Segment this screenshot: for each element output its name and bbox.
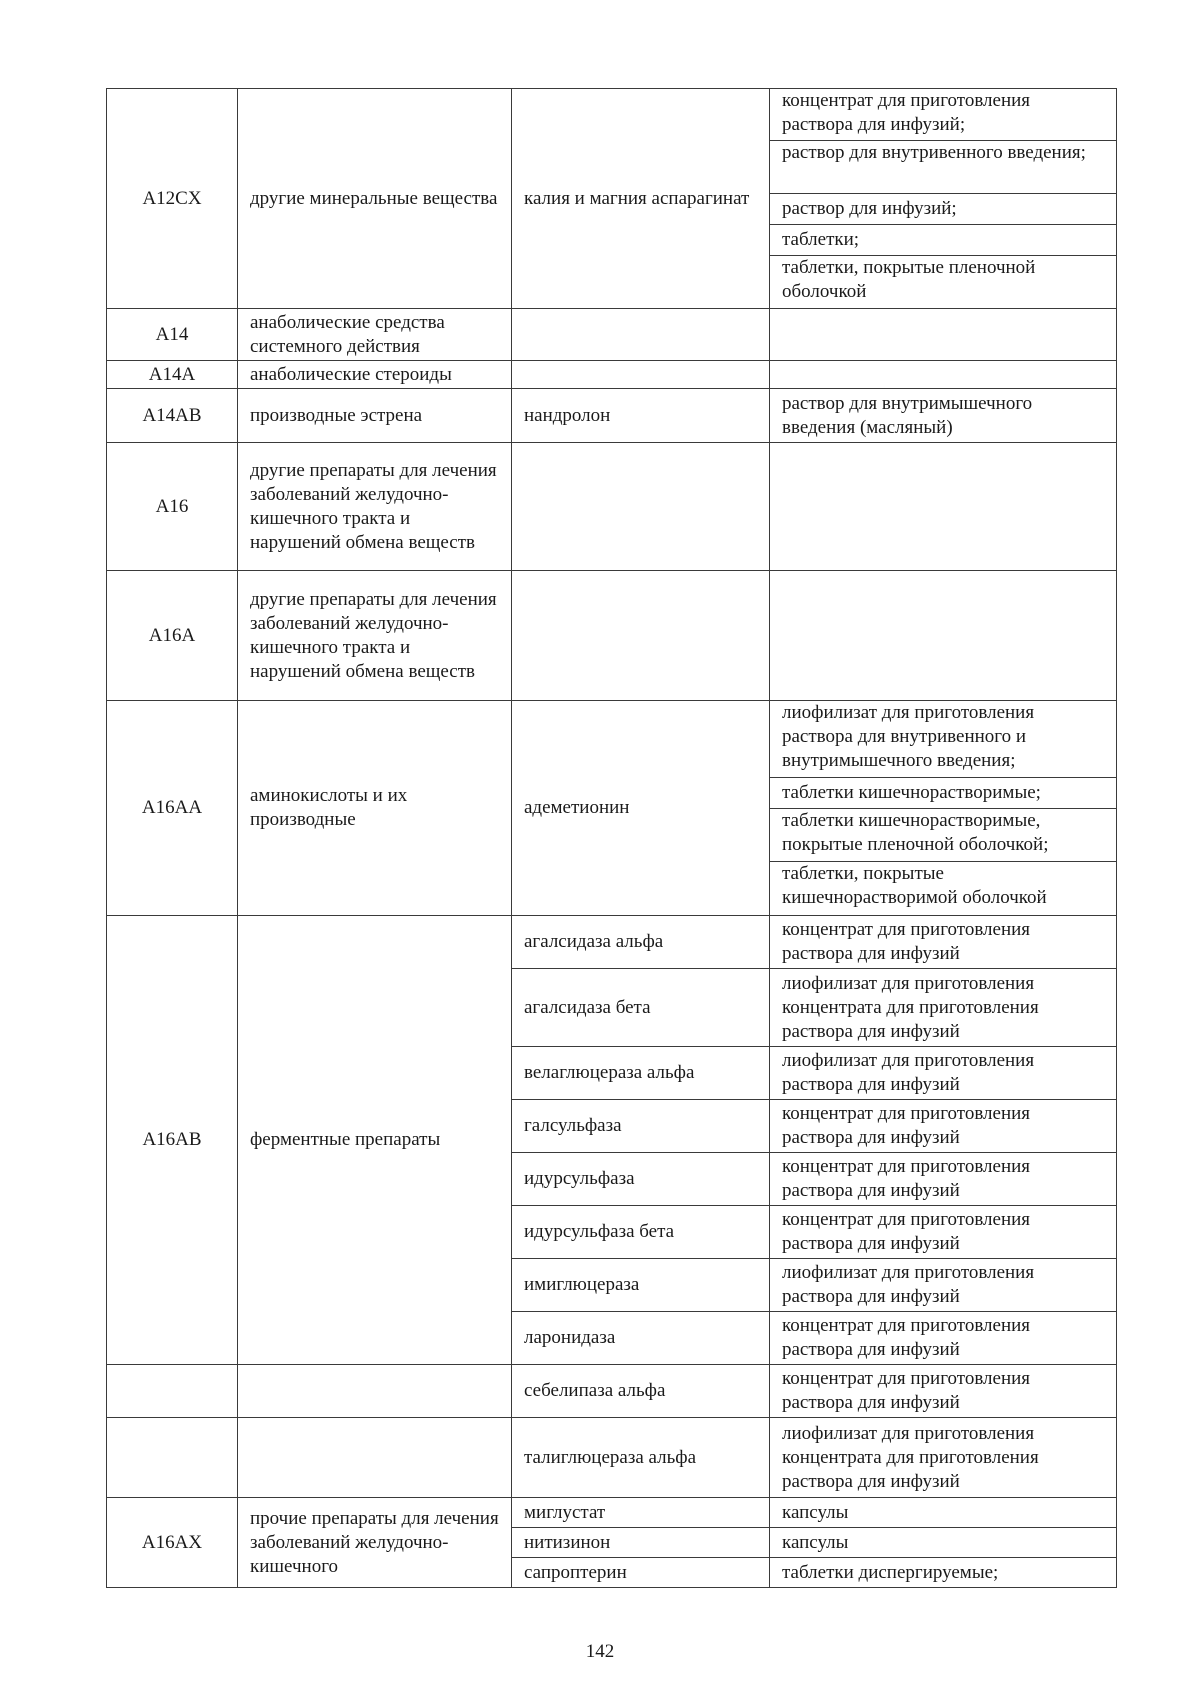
drug-name: идурсульфаза: [512, 1153, 770, 1206]
table-row-a14ab: [107, 389, 1117, 443]
page-number: 142: [585, 1641, 615, 1662]
dosage-form: лиофилизат для приготовления раствора для инфузий: [770, 1047, 1117, 1100]
atc-code: A14A: [107, 361, 238, 389]
dosage-form: раствор для инфузий;: [770, 194, 1116, 225]
drug-name: сапроптерин: [512, 1558, 770, 1588]
atc-code: [107, 1418, 238, 1498]
dosage-form: капсулы: [770, 1498, 1117, 1528]
dosage-form: лиофилизат для приготовления раствора для внутривенного и внутримышечного введения;: [770, 701, 1116, 778]
table-row-a14: [107, 309, 1117, 361]
dosage-forms: [770, 443, 1117, 571]
dosage-form: лиофилизат для приготовления концентрата для приготовления раствора для инфузий: [770, 969, 1117, 1047]
drug-name: агалсидаза альфа: [512, 916, 770, 969]
drug-name: [512, 443, 770, 571]
dosage-form: раствор для внутривенного введения;: [770, 141, 1116, 194]
dosage-form: капсулы: [770, 1528, 1117, 1558]
drug-name: идурсульфаза бета: [512, 1206, 770, 1259]
drug-name: ларонидаза: [512, 1312, 770, 1365]
table-row-a16ab: [107, 916, 1117, 969]
atc-code: A16AB: [107, 916, 238, 1365]
atc-code: A12CX: [107, 89, 238, 309]
drug-name: [512, 309, 770, 361]
table-row-a16a: [107, 571, 1117, 701]
group-name: другие препараты для лечения заболеваний желудочно-кишечного тракта и нарушений обмена веществ: [238, 443, 512, 571]
atc-code: [107, 1365, 238, 1418]
table-row-taliglucerase: [107, 1418, 1117, 1498]
group-name: [238, 1418, 512, 1498]
dosage-forms: [770, 571, 1117, 701]
dosage-form: концентрат для приготовления раствора для инфузий: [770, 1312, 1117, 1365]
group-name: аминокислоты и их производные: [238, 701, 512, 916]
table-row-sebelipase: [107, 1365, 1117, 1418]
table-row-a14a: [107, 361, 1117, 389]
dosage-form: таблетки;: [770, 225, 1116, 256]
dosage-forms: [770, 701, 1117, 916]
group-name: другие препараты для лечения заболеваний желудочно-кишечного тракта и нарушений обмена веществ: [238, 571, 512, 701]
atc-code: A16A: [107, 571, 238, 701]
atc-code: A14AB: [107, 389, 238, 443]
atc-code: A16: [107, 443, 238, 571]
group-name: [238, 1365, 512, 1418]
group-name: ферментные препараты: [238, 916, 512, 1365]
drug-name: миглустат: [512, 1498, 770, 1528]
dosage-form: лиофилизат для приготовления раствора для инфузий: [770, 1259, 1117, 1312]
drug-name: [512, 571, 770, 701]
group-name: другие минеральные вещества: [238, 89, 512, 309]
table-row-a12cx: [107, 89, 1117, 309]
atc-code: A16AA: [107, 701, 238, 916]
atc-code: A14: [107, 309, 238, 361]
dosage-form: концентрат для приготовления раствора для инфузий: [770, 1100, 1117, 1153]
drug-name: талиглюцераза альфа: [512, 1418, 770, 1498]
drug-name: нитизинон: [512, 1528, 770, 1558]
drug-table: [106, 88, 1117, 1588]
table-row-a16: [107, 443, 1117, 571]
group-name: прочие препараты для лечения заболеваний желудочно-кишечного: [238, 1498, 512, 1588]
dosage-form: концентрат для приготовления раствора для инфузий;: [770, 89, 1116, 141]
group-name: анаболические стероиды: [238, 361, 512, 389]
dosage-form: концентрат для приготовления раствора для инфузий: [770, 916, 1117, 969]
dosage-form: таблетки диспергируемые;: [770, 1558, 1117, 1588]
dosage-form: концентрат для приготовления раствора для инфузий: [770, 1153, 1117, 1206]
drug-name: себелипаза альфа: [512, 1365, 770, 1418]
atc-code: A16AX: [107, 1498, 238, 1588]
dosage-form: концентрат для приготовления раствора для инфузий: [770, 1206, 1117, 1259]
dosage-forms: [770, 309, 1117, 361]
dosage-form: таблетки, покрытые пленочной оболочкой: [782, 257, 1036, 302]
drug-name: велаглюцераза альфа: [512, 1047, 770, 1100]
drug-name: имиглюцераза: [512, 1259, 770, 1312]
drug-name: нандролон: [512, 389, 770, 443]
dosage-form: концентрат для приготовления раствора для инфузий: [770, 1365, 1117, 1418]
drug-name: адеметионин: [512, 701, 770, 916]
dosage-forms: [770, 361, 1117, 389]
drug-name: агалсидаза бета: [512, 969, 770, 1047]
dosage-form: таблетки, покрытые кишечнорастворимой оболочкой: [782, 863, 1047, 908]
dosage-form: таблетки кишечнорастворимые;: [770, 778, 1116, 809]
dosage-forms: [770, 89, 1117, 309]
drug-name: [512, 361, 770, 389]
drug-name: калия и магния аспарагинат: [512, 89, 770, 309]
group-name: производные эстрена: [238, 389, 512, 443]
dosage-form: раствор для внутримышечного введения (масляный): [770, 389, 1117, 443]
table-row-a16aa: [107, 701, 1117, 916]
dosage-form: таблетки кишечнорастворимые, покрытые пленочной оболочкой;: [770, 809, 1116, 862]
drug-name: галсульфаза: [512, 1100, 770, 1153]
table-row-a16ax: [107, 1498, 1117, 1528]
dosage-form: лиофилизат для приготовления концентрата для приготовления раствора для инфузий: [770, 1418, 1117, 1498]
group-name: анаболические средства системного действия: [238, 309, 512, 361]
